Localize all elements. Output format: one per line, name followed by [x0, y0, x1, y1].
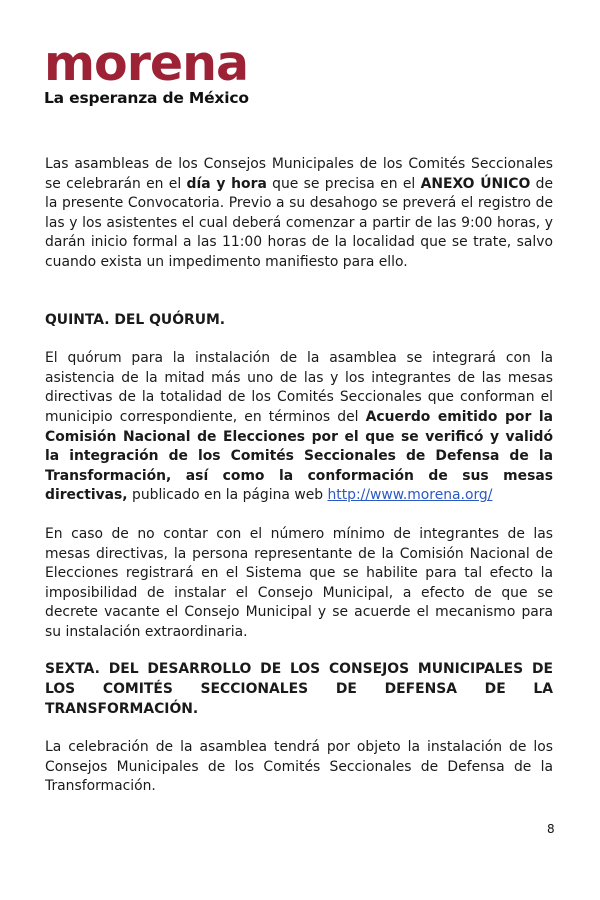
- logo-wordmark: morena: [44, 35, 249, 92]
- section-heading-quinta: QUINTA. DEL QUÓRUM.: [45, 311, 226, 328]
- bold-dia-hora: día y hora: [186, 175, 267, 192]
- page-number: 8: [547, 822, 555, 836]
- bold-anexo-unico: ANEXO ÚNICO: [420, 175, 531, 192]
- morena-website-link[interactable]: http://www.morena.org/: [327, 487, 493, 504]
- paragraph-quorum: El quórum para la instalación de la asamblea se integrará con la asistencia de la mitad más uno de las y los integrantes de las mesas directivas de la totalidad de los Comités Seccionales que conforman el municipio correspondiente, en términos del Acuerdo emitido por la Comisión Nacional de Elecciones por el que se verificó y validó la integración de los Comités Seccionales de Defensa de la Transformación, así como la conformación de sus mesas directivas, publicado en la página web http://www.morena.org/: [45, 350, 553, 504]
- bold-acuerdo: Acuerdo emitido por la Comisión Nacional de Elecciones por el que se verificó y validó la integración de los Comités Seccionales de Defensa de la Transformación, así como la conformación de sus mesas directivas,: [45, 408, 553, 504]
- morena-logo: [44, 35, 249, 107]
- logo-tagline: La esperanza de México: [44, 89, 249, 107]
- paragraph-asambleas: Las asambleas de los Consejos Municipales de los Comités Seccionales se celebrarán en el día y hora que se precisa en el ANEXO ÚNICO de la presente Convocatoria. Previo a su desahogo se preverá el registro de las y los asistentes el cual deberá comenzar a partir de las 9:00 horas, y darán inicio formal a las 11:00 horas de la localidad que se trate, salvo cuando exista un impedimento manifiesto para ello.: [45, 156, 553, 270]
- paragraph-sin-quorum: En caso de no contar con el número mínimo de integrantes de las mesas directivas, la persona representante de la Comisión Nacional de Elecciones registrará en el Sistema que se habilite para tal efecto la imposibilidad de instalar el Consejo Municipal, a efecto de que se decrete vacante el Consejo Municipal y se acuerde el mecanismo para su instalación extraordinaria.: [45, 525, 553, 640]
- document-body: [45, 155, 553, 797]
- section-heading-sexta: SEXTA. DEL DESARROLLO DE LOS CONSEJOS MUNICIPALES DE LOS COMITÉS SECCIONALES DE DEFENSA DE LA TRANSFORMACIÓN.: [45, 661, 553, 717]
- paragraph-celebracion: La celebración de la asamblea tendrá por objeto la instalación de los Consejos Municipales de los Comités Seccionales de Defensa de la Transformación.: [45, 739, 553, 795]
